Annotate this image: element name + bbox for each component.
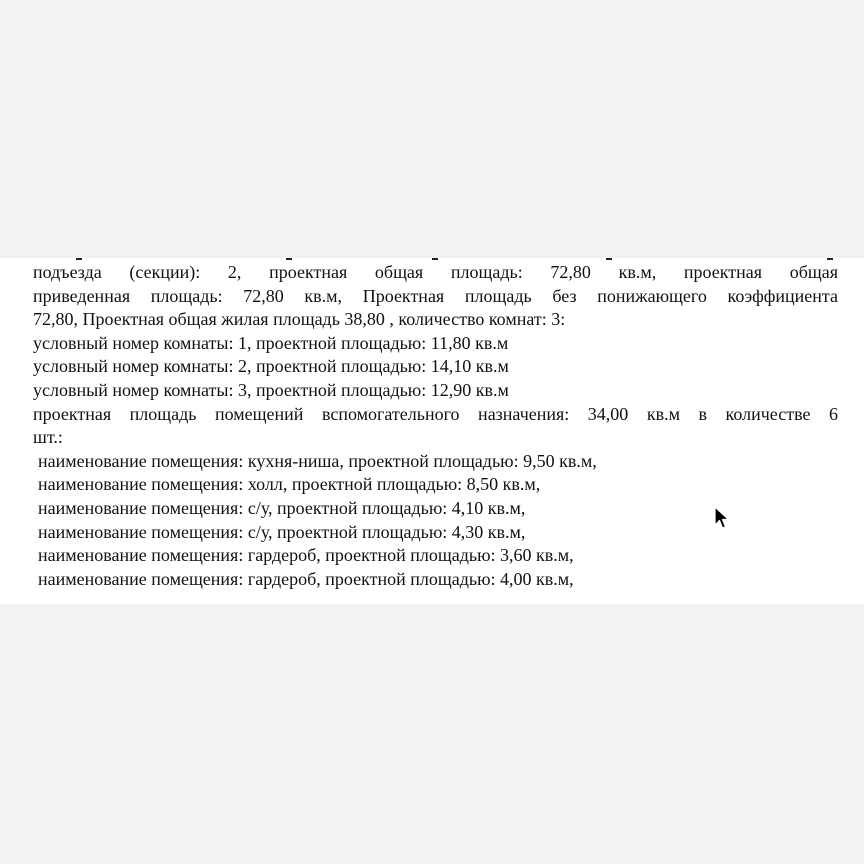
room-line: условный номер комнаты: 2, проектной площадью: 14,10 кв.м xyxy=(33,356,509,377)
document-page xyxy=(0,258,864,604)
cropped-glyph-mark xyxy=(606,258,612,260)
auxiliary-room-line: наименование помещения: кухня-ниша, проектной площадью: 9,50 кв.м, xyxy=(38,450,597,471)
mouse-pointer-icon xyxy=(714,506,730,530)
cropped-glyph-mark xyxy=(432,258,438,260)
document-text xyxy=(33,261,838,591)
auxiliary-room-line: наименование помещения: гардероб, проектной площадью: 3,60 кв.м, xyxy=(38,545,574,566)
auxiliary-room-line: наименование помещения: с/у, проектной площадью: 4,10 кв.м, xyxy=(38,497,526,518)
text-line: проектная площадь помещений вспомогательного назначения: 34,00 кв.м в количестве 6 xyxy=(33,403,838,424)
cropped-glyph-mark xyxy=(286,258,292,260)
cropped-glyph-mark xyxy=(76,258,82,260)
auxiliary-room-line: наименование помещения: с/у, проектной площадью: 4,30 кв.м, xyxy=(38,521,526,542)
text-line: шт.: xyxy=(33,427,63,448)
text-line: 72,80, Проектная общая жилая площадь 38,80 , количество комнат: 3: xyxy=(33,309,566,330)
auxiliary-room-line: наименование помещения: гардероб, проектной площадью: 4,00 кв.м, xyxy=(38,568,574,589)
text-line: подъезда (секции): 2, проектная общая площадь: 72,80 кв.м, проектная общая xyxy=(33,262,838,282)
room-line: условный номер комнаты: 3, проектной площадью: 12,90 кв.м xyxy=(33,379,509,400)
cropped-glyph-mark xyxy=(827,258,833,260)
auxiliary-room-line: наименование помещения: холл, проектной площадью: 8,50 кв.м, xyxy=(38,474,541,495)
room-line: условный номер комнаты: 1, проектной площадью: 11,80 кв.м xyxy=(33,332,509,353)
text-line: приведенная площадь: 72,80 кв.м, Проектная площадь без понижающего коэффициента xyxy=(33,285,838,306)
